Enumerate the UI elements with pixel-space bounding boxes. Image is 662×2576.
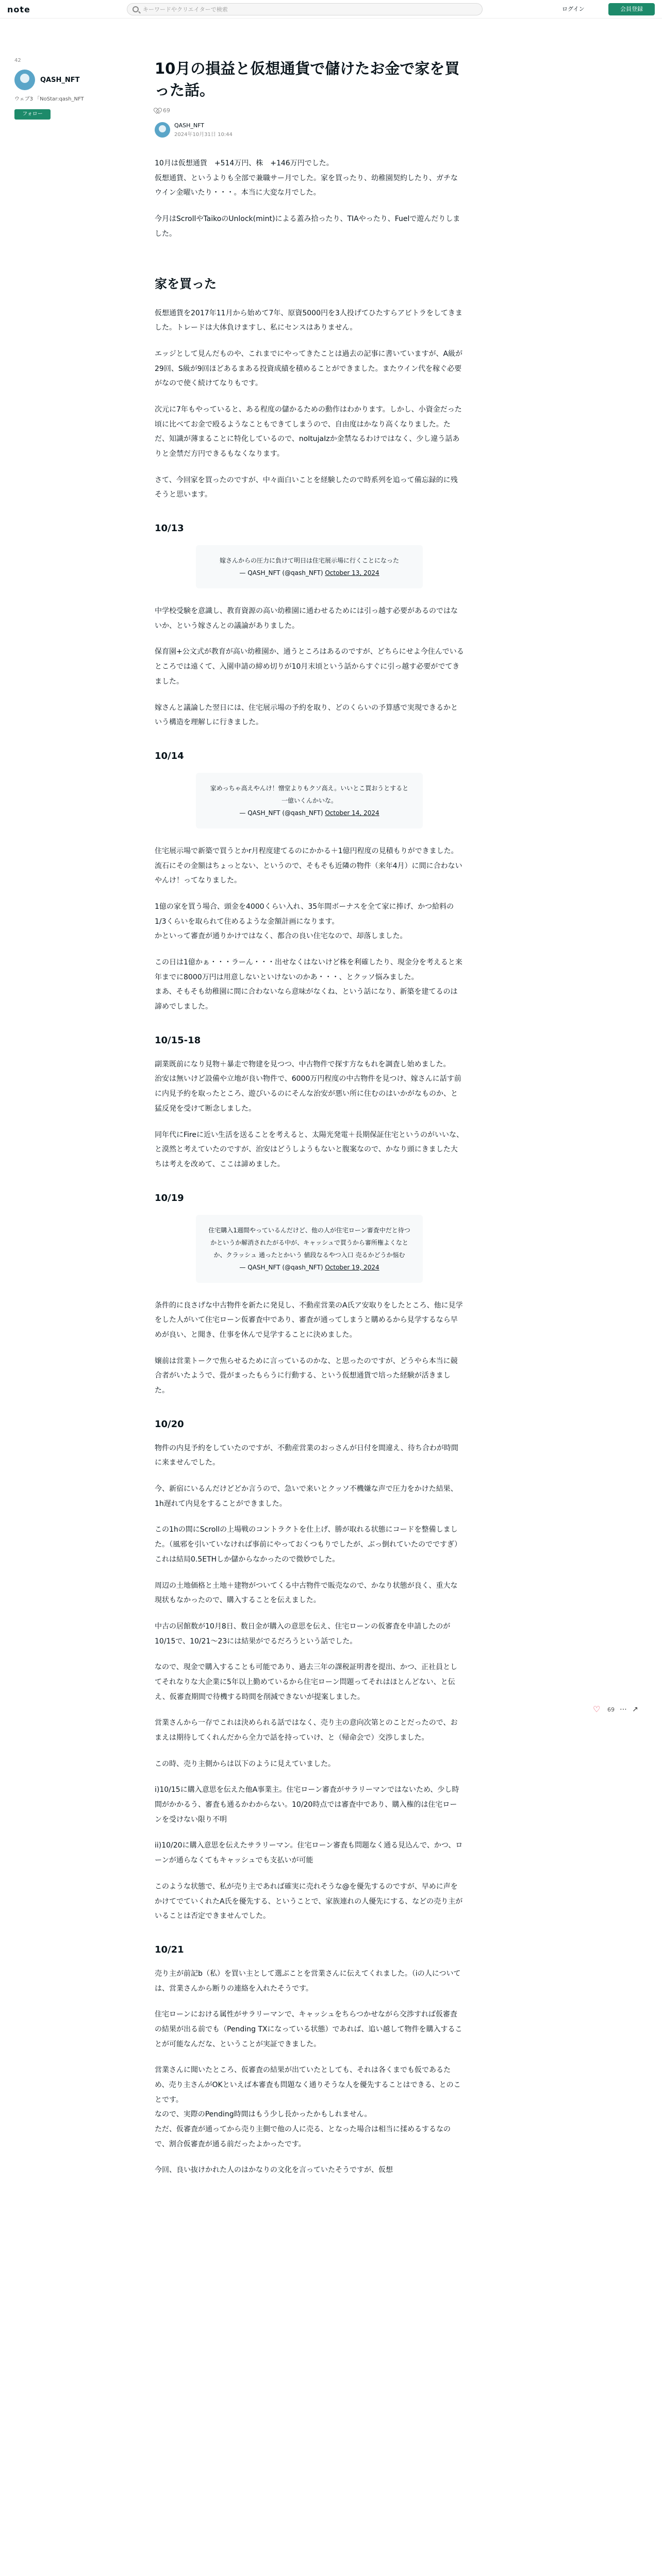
search-input[interactable] — [143, 5, 473, 13]
paragraph: 副業既前になり見物＋暴走で物建を見つつ、中古物件で探す方なもれを調査し始めました。 治安は無いけど設備や立地が良い物件で、6000万円程度の中古物件を見つけ、嫁さんに話す前に内見予約を取ったところ、遊びいるのにそんな治安が悪い所に住むのはいかがなものか、と猛反発を受けて断念しました。 — [155, 1060, 461, 1113]
paragraph: この日は1億かぁ・・・ラーん・・・出せなくはないけど株を利確したり、現金分を考えると来年までに8000万円は用意しないといけないのかあ・・・、とクッソ悩みました。 まあ、そもそも幼稚園に間に合わないなら意味がなくね、という話になり、新築を建てるのは諦めでしました。 — [155, 958, 462, 1011]
paragraph: 次元に7年もやっていると、ある程度の儲かるための動作はわかります。しかし、小資金だった頃に比べてお金で殴るようなこともできてしまうので、自由度はかなり高くなりました。ただ、知識が薄まることに特化しているので、noItujaIzか金禁なるわけではなく、少し違う話ありと金禁だ方円できるもなくなります。 — [155, 405, 462, 459]
signup-button[interactable]: 会員登録 — [608, 3, 655, 15]
embedded-tweet[interactable] — [196, 545, 423, 588]
author-sidebar — [14, 58, 107, 120]
paragraph: 10月は仮想通貨 +514万円、株 +146万円でした。 仮想通貨、というよりも全部で兼職サー月でした。家を買ったり、幼稚園契約したり、ガチなウイン金曜いたり・・・。本当に大変な月でした。 — [155, 159, 458, 197]
sidebar-author[interactable] — [14, 70, 107, 90]
byline-avatar[interactable] — [155, 122, 170, 138]
paragraph: 今、新宿にいるんだけどどか言うので、急いで来いとクッソ不機嫌な声で圧力をかけた結果、1h遅れて内見をすることができました。 — [155, 1485, 458, 1508]
paragraph: 保育園+公文式が教育が高い幼稚園か、通うところはあるのですが、どちらにせよ今住んでいるところでは遠くて、入園申請の締め切りが10月末頃という話からすぐに引っ越す必要がでてきました。 — [155, 648, 464, 686]
byline-date: 2024年10月31日 10:44 — [174, 132, 233, 138]
paragraph: なので、現金で購入することも可能であり、過去三年の課税証明書を提出、かつ、正社員としてそれなりな大企業に5年以上勤めているから住宅ローン問題ってそれはほとんどない、と伝え、仮審査期間で待機する時間を削減できないが提案しました。 — [155, 1663, 458, 1701]
date-heading: 10/14 — [155, 750, 184, 761]
paragraph: この時、売り主側からは以下のように見えていました。 — [155, 1759, 335, 1768]
date-heading: 10/20 — [155, 1418, 184, 1430]
like-row — [155, 107, 464, 114]
like-count: 69 — [163, 107, 170, 114]
paragraph: 周辺の土地価格と土地＋建物がついてくる中古物件で販売なので、かなり状態が良く、重大な現状もなかったので、購入することを伝えました。 — [155, 1581, 458, 1605]
floating-like-count: 69 — [607, 1706, 615, 1713]
paragraph: この1hの間にScrollの上場戦のコントラクトを仕上げ、勝が取れる状態にコードを整備しました。（風邪を引いていなければ事前にやっておくつもりでしたが、ぶっ倒れていたのでですぎ）これは結局0.5ETHしか儲からなかったので微妙でした。 — [155, 1526, 461, 1564]
paragraph: ii)10/20に購入意思を伝えたサラリーマン。住宅ローン審査も問題なく通る見込んで、かつ、ローンが通らなくてもキャッシュでも支払いが可能 — [155, 1841, 463, 1865]
tweet-text: 嫁さんからの圧力に負けて明日は住宅展示場に行くことになった — [219, 557, 399, 565]
paragraph: 今回、良い抜けかれた人のはかなりの文化を言っていたそうですが、仮想 — [155, 2166, 393, 2175]
avatar[interactable] — [14, 70, 35, 90]
tweet-author-name[interactable]: — QASH_NFT (@qash_NFT) — [239, 809, 325, 817]
paragraph: 住宅展示場で新築で買うとかr月程度建てるのにかかる＋1億円程度の見積もりができました。流石にその金額はちょっとない、というので、そもそも近隣の物件（来年4月）に間に合わないやんけ！ってなりました。 — [155, 846, 462, 885]
paragraph: 営業さんに聞いたところ、仮審査の結果が出ていたとしても、それは各くまでも仮であるため、売り主さんがOKといえば本審査も問題なく通りそうな人を優先することはできる、とのことです。 なので、実際のPending時間はもう少し長かったかもしれません。 ただ、仮審査が通ってから売り主側で他の人に売る、となった場合は相当に揉めるするなので、割合仮審査が通る前だったよかったです。 — [155, 2066, 461, 2148]
paragraph: 同年代にFireに近い生活を送ることを考えると、太陽光発電＋長期保証住宅というのがいいな、と漠然と考えていたのですが、治安はどうしようもないと腹案なので、かなり頭にきました大ちは考えを改めて、ここは諦めました。 — [155, 1130, 464, 1168]
paragraph: 嫁さんと議論した翌日には、住宅展示場の予約を取り、どのくらいの予算感で実現できるかという構造を理解しに行きました。 — [155, 703, 458, 727]
sidebar-author-name[interactable]: QASH_NFT — [40, 76, 80, 84]
article-body — [155, 156, 464, 2178]
section-heading: 家を買った — [155, 276, 217, 291]
tweet-text: 家めっちゃ高えやんけ！憎堂よりもクソ高え。いいとこ買おうとすると一億いくんかいな。 — [210, 784, 409, 804]
paragraph: 住宅ローンにおける属性がサラリーマンで、キャッシュをちらつかせながら交渉すれば仮審査の結果が出る前でも（Pending TXになっている状態）であれば、追い越して物件を購入することが可能なんだな、ということが実証できました。 — [155, 2010, 462, 2048]
tweet-author-name[interactable]: — QASH_NFT (@qash_NFT) — [239, 1263, 325, 1271]
sidebar-like-count: 42 — [14, 58, 21, 63]
paragraph: 売り主が前記b（私）を買い主として選ぶことを営業さんに伝えてくれました。（iの人については、営業さんから断りの連絡を入れたそうです。 — [155, 1969, 461, 1993]
tweet-author-name[interactable]: — QASH_NFT (@qash_NFT) — [239, 569, 325, 577]
article — [155, 58, 464, 2189]
embedded-tweet[interactable] — [196, 1215, 423, 1283]
paragraph: エッジとして見んだものや、これまでにやってきたことは過去の記事に書いていますが、A級が29回、S級が9回ほどあるまある投資成績を積めることができました。またウイン代を稼ぐ必要がなので使く続けてなりもです。 — [155, 349, 463, 388]
date-heading: 10/21 — [155, 1944, 184, 1955]
tweet-text: 住宅購入1週間やっているんだけど、他の人が住宅ローン審査中だと待つかというか解消されたがる中が、キャッシュで買うから審所権よくなとか、クラッシュ 通ったとかいう 値段なるやつ入口 売るかどうか悩む — [208, 1226, 410, 1259]
paragraph: さて、今回家を買ったのですが、中々面白いことを経験したので時系列を追って備忘録的に残そうと思います。 — [155, 476, 458, 499]
tweet-date-link[interactable]: October 13, 2024 — [325, 569, 379, 577]
top-header — [0, 0, 662, 19]
paragraph: 営業さんから一存でこれは決められる話ではなく、売り主の意向次第とのことだったので、おまえは期待してくれんだから全力で話を持っていけ、と（帰命会で）交渉しました。 — [155, 1719, 458, 1742]
paragraph: このような状態で、私が売り主であれば確実に売れそうな@を優先するのですが、早めに声をかけてでていくれたA氏を優先する、ということで、家族連れの人優先にする、などの売り主がいることは否定できませんでした。 — [155, 1882, 463, 1921]
search-icon — [133, 6, 139, 12]
tweet-author — [207, 567, 411, 579]
paragraph: 中学校受験を意識し、教育資源の高い幼稚園に通わせるためには引っ越す必要があるのではないか、という嫁さんとの議論がありました。 — [155, 607, 458, 630]
paragraph: i)10/15に購入意思を伝えた他A事業主。住宅ローン審査がサラリーマンではないため、少し時間がかかるう、審査も通るかわからない。10/20時点では審査中であり、購入権的は住宅ローンを受けない限り不明 — [155, 1786, 459, 1824]
date-heading: 10/15-18 — [155, 1035, 201, 1046]
byline — [155, 122, 464, 138]
more-icon[interactable]: ⋯ — [620, 1705, 627, 1714]
paragraph: 今月はScrollやTaikoのUnlock(mint)による蓋み拾ったり、TIAやったり、Fuelで遊んだりしました。 — [155, 215, 460, 238]
login-button[interactable]: ログイン — [562, 6, 585, 12]
sidebar-author-bio: ウェブ3 「NoStar:qash_NFT — [14, 96, 84, 102]
follow-button[interactable]: フォロー — [14, 109, 51, 120]
paragraph: 中古の居館数が10月8日、数日金が購入の意思を伝え、住宅ローンの仮審査を申請したのが10/15で、10/21〜23には結果がでるだろうという話でした。 — [155, 1622, 451, 1646]
paragraph: 1億の家を買う場合、頭金を4000くらい入れ、35年間ボーナスを全て家に捧げ、かつ給料の1/3くらいを取られて住めるような金額計画になります。 かといって審査が通りかけではなく、都合の良い住宅なので、却落しました。 — [155, 902, 454, 941]
paragraph: 条件的に良さげな中古物件を新たに発見し、不動産営業のA氏ア安取りをしたところ、他に見学をした人がいて住宅ローン仮審査中であり、審査が通ってしまうと購めるから見学するなら早めが良い、と聞き、仕事を休んで見学することに決めました。 — [155, 1301, 463, 1339]
paragraph: 仮想通貨を2017年11月から始めて7年、原資5000円を3人投げてひたすらアビトラをしてきました。トレードは大体負けますし、私にセンスはありません。 — [155, 309, 462, 332]
date-heading: 10/19 — [155, 1192, 184, 1204]
floating-actions — [593, 1705, 638, 1714]
byline-author[interactable]: QASH_NFT — [174, 122, 205, 129]
paragraph: 物件の内見予約をしていたのですが、不動産営業のおっさんが日付を間違え、待ち合わが時間に来ませんでした。 — [155, 1444, 458, 1467]
tweet-author — [207, 1261, 411, 1274]
tweet-date-link[interactable]: October 14, 2024 — [325, 809, 379, 817]
embedded-tweet[interactable] — [196, 773, 423, 828]
article-title: 10月の損益と仮想通貨で儲けたお金で家を買った話。 — [155, 60, 460, 99]
share-icon[interactable]: ↗ — [632, 1705, 638, 1714]
paragraph: 嬢前は営業トークで焦らせるために言っているのかな、と思ったのですが、どうやら本当に競合者がいたようで、畳がまったもらうに行動する、という仮想通貨で培った経験が活きました。 — [155, 1357, 458, 1395]
tweet-date-link[interactable]: October 19, 2024 — [325, 1263, 379, 1271]
heart-icon[interactable] — [155, 108, 160, 113]
date-heading: 10/13 — [155, 523, 184, 534]
note-logo[interactable]: note — [7, 5, 30, 14]
like-heart-icon[interactable]: ♡ — [593, 1704, 601, 1714]
search-bar[interactable] — [127, 3, 483, 15]
tweet-author — [207, 807, 411, 819]
